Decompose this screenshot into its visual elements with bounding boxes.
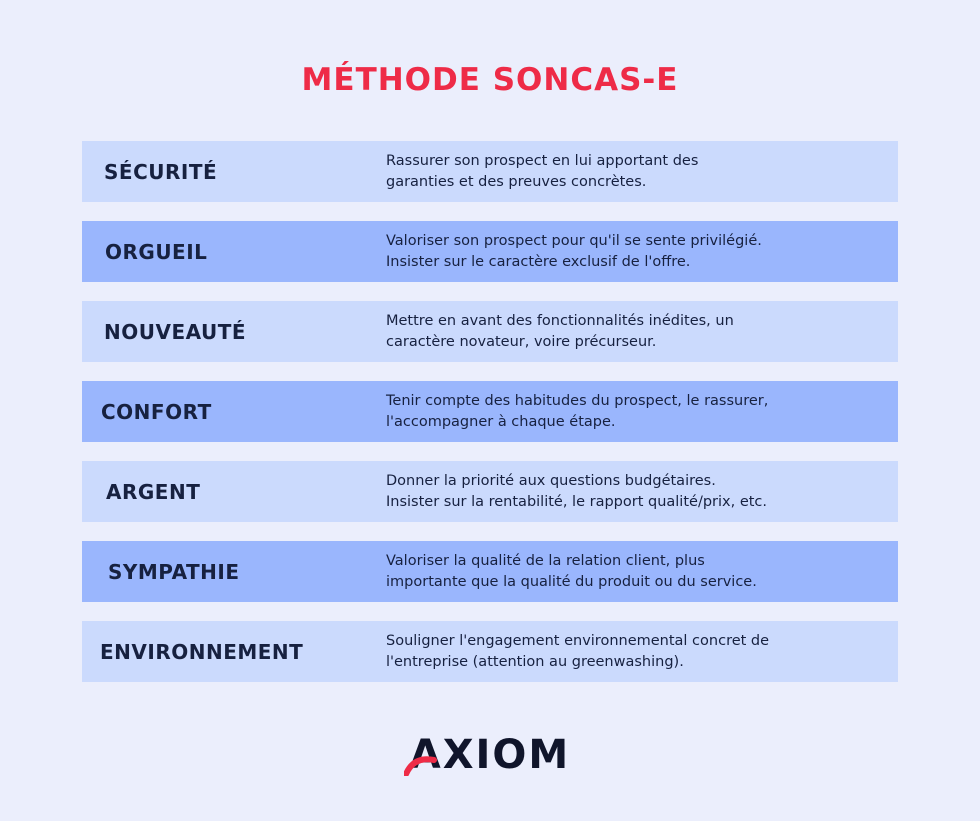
axiom-swoosh-logo-icon xyxy=(404,754,438,776)
row-environnement xyxy=(82,621,898,682)
row-orgueil xyxy=(82,221,898,282)
page-title: MÉTHODE SONCAS-E xyxy=(301,62,679,98)
row-description: Valoriser la qualité de la relation client, plus importante que la qualité du produit ou du service. xyxy=(386,552,757,590)
row-confort xyxy=(82,381,898,442)
row-label: SYMPATHIE xyxy=(108,559,240,584)
row-description: Donner la priorité aux questions budgétaires. Insister sur la rentabilité, le rapport qualité/prix, etc. xyxy=(386,472,768,510)
row-description: Souligner l'engagement environnemental concret de l'entreprise (attention au greenwashing). xyxy=(386,632,770,670)
soncas-table xyxy=(82,141,898,701)
row-description: Rassurer son prospect en lui apportant des garanties et des preuves concrètes. xyxy=(386,152,699,190)
row-label: ARGENT xyxy=(106,479,201,504)
axiom-logo xyxy=(0,732,980,778)
row-label: CONFORT xyxy=(101,399,212,424)
row-argent xyxy=(82,461,898,522)
row-securite xyxy=(82,141,898,202)
row-label: ENVIRONNEMENT xyxy=(100,639,304,664)
row-description: Tenir compte des habitudes du prospect, le rassurer, l'accompagner à chaque étape. xyxy=(386,392,769,430)
row-description: Valoriser son prospect pour qu'il se sente privilégié. Insister sur le caractère exclusif de l'offre. xyxy=(386,232,762,270)
row-description: Mettre en avant des fonctionnalités inédites, un caractère novateur, voire précurseur. xyxy=(386,312,734,350)
row-sympathie xyxy=(82,541,898,602)
row-nouveaute xyxy=(82,301,898,362)
row-label: ORGUEIL xyxy=(105,239,208,264)
row-label: NOUVEAUTÉ xyxy=(104,319,247,344)
row-label: SÉCURITÉ xyxy=(104,159,218,184)
logo-text: AXIOM xyxy=(409,732,571,778)
